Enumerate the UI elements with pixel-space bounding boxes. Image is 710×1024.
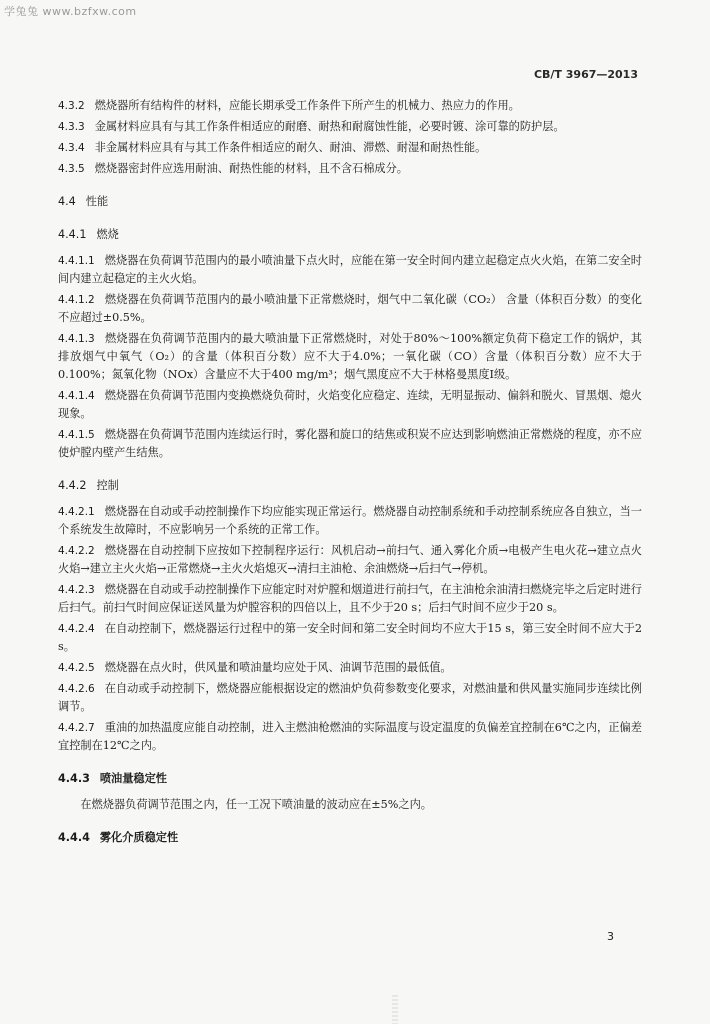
- clause-paragraph: [58, 252, 642, 288]
- clause-number: 4.4.1.5: [58, 429, 95, 441]
- clause-number: 4.4.1: [58, 228, 87, 241]
- clause-text: 雾化介质稳定性: [99, 831, 179, 844]
- clause-number: 4.4.2.5: [58, 662, 95, 674]
- clause-text: 燃烧器在负荷调节范围内变换燃烧负荷时，火焰变化应稳定、连续，无明显振动、偏斜和脱火、冒黑烟、熄火现象。: [58, 389, 642, 420]
- clause-text: 燃烧器在负荷调节范围内的最大喷油量下正常燃烧时，对处于80%～100%额定负荷下稳定工作的锅炉，其排放烟气中氧气（O₂）的含量（体积百分数）应不大于4.0%；一氧化碳（CO）含量（体积百分数）应不大于0.100%；氮氧化物（NOx）含量应不大于400 mg/m³；烟气黑度应不大于林格曼黑度Ⅰ级。: [58, 332, 642, 381]
- clause-paragraph: [58, 680, 642, 716]
- watermark: 学兔兔 www.bzfxw.com: [4, 5, 137, 18]
- clause-paragraph: [58, 581, 642, 617]
- clause-paragraph: [58, 160, 642, 178]
- clause-number: 4.3.2: [58, 100, 85, 112]
- clause-number: 4.4.1.1: [58, 255, 95, 267]
- section-heading: [58, 226, 642, 244]
- clause-text: 燃烧器在自动或手动控制操作下应能定时对炉膛和烟道进行前扫气，在主油枪余油清扫燃烧完毕之后定时进行后扫气。前扫气时间应保证送风量为炉膛容积的四倍以上，且不少于20 s；后扫气时间不应少于20 s。: [58, 583, 642, 614]
- clause-number: 4.3.3: [58, 121, 85, 133]
- clause-number: 4.4.2.7: [58, 722, 95, 734]
- clause-text: 燃烧器在负荷调节范围内的最小喷油量下正常燃烧时，烟气中二氧化碳（CO₂） 含量（体积百分数）的变化不应超过±0.5%。: [58, 293, 642, 324]
- section-heading: [58, 770, 642, 788]
- clause-number: 4.4.1.2: [58, 294, 95, 306]
- clause-number: 4.4.2: [58, 479, 87, 492]
- clause-text: 非金属材料应具有与其工作条件相适应的耐久、耐油、滞燃、耐湿和耐热性能。: [94, 141, 487, 154]
- clause-paragraph: [58, 659, 642, 677]
- clause-text: 喷油量稳定性: [99, 772, 167, 785]
- clause-number: 4.3.5: [58, 163, 85, 175]
- clause-text: 燃烧器所有结构件的材料，应能长期承受工作条件下所产生的机械力、热应力的作用。: [94, 99, 520, 112]
- clause-number: 4.3.4: [58, 142, 85, 154]
- clause-number: 4.4.2.3: [58, 584, 95, 596]
- clause-number: 4.4: [58, 195, 76, 208]
- clause-text: 燃烧器在自动控制下应按如下控制程序运行：风机启动→前扫气、通入雾化介质→电极产生电火花→建立点火火焰→建立主火火焰→正常燃烧→主火火焰熄灭→清扫主油枪、余油燃烧→后扫气→停机。: [58, 544, 642, 575]
- section-heading: [58, 477, 642, 495]
- clause-paragraph: [58, 426, 642, 462]
- clause-paragraph: [58, 97, 642, 115]
- clause-paragraph: [58, 620, 642, 656]
- clause-text: 燃烧器在点火时，供风量和喷油量均应处于风、油调节范围的最低值。: [104, 661, 452, 674]
- clause-text: 燃烧器在负荷调节范围内连续运行时，雾化器和旋口的结焦或积炭不应达到影响燃油正常燃烧的程度，亦不应使炉膛内壁产生结焦。: [58, 428, 642, 459]
- clause-text: 燃烧器在负荷调节范围内的最小喷油量下点火时，应能在第一安全时间内建立起稳定点火火焰，在第二安全时间内建立起稳定的主火火焰。: [58, 254, 642, 285]
- clause-number: 4.4.3: [58, 772, 90, 785]
- clause-text: 控制: [96, 479, 119, 492]
- section-heading: [58, 829, 642, 847]
- clause-text: 燃烧器密封件应选用耐油、耐热性能的材料，且不含石棉成分。: [94, 162, 408, 175]
- clause-paragraph: [58, 330, 642, 384]
- clause-text: 性能: [85, 195, 109, 208]
- clause-number: 4.4.2.1: [58, 506, 95, 518]
- scan-edge-mark: [392, 995, 398, 1024]
- clause-text: 在自动控制下，燃烧器运行过程中的第一安全时间和第二安全时间均不应大于15 s，第三安全时间不应大于2 s。: [58, 622, 642, 653]
- clause-paragraph: [58, 139, 642, 157]
- clause-number: 4.4.1.3: [58, 333, 95, 345]
- standard-code: CB/T 3967—2013: [533, 68, 638, 81]
- clause-number: 4.4.2.6: [58, 683, 95, 695]
- document-body: [58, 97, 642, 855]
- clause-text: 重油的加热温度应能自动控制，进入主燃油枪燃油的实际温度与设定温度的负偏差宜控制在6℃之内，正偏差宜控制在12℃之内。: [58, 721, 642, 752]
- paragraph: [58, 796, 642, 814]
- page-number: 3: [607, 930, 614, 943]
- clause-text: 在自动或手动控制下，燃烧器应能根据设定的燃油炉负荷参数变化要求，对燃油量和供风量实施同步连续比例调节。: [58, 682, 642, 713]
- clause-paragraph: [58, 291, 642, 327]
- clause-paragraph: [58, 503, 642, 539]
- clause-text: 燃烧器在自动或手动控制操作下均应能实现正常运行。燃烧器自动控制系统和手动控制系统应各自独立，当一个系统发生故障时，不应影响另一个系统的正常工作。: [58, 505, 642, 536]
- clause-number: 4.4.4: [58, 831, 90, 844]
- clause-number: 4.4.2.4: [58, 623, 95, 635]
- clause-text: 金属材料应具有与其工作条件相适应的耐磨、耐热和耐腐蚀性能，必要时镀、涂可靠的防护层。: [94, 120, 565, 133]
- clause-paragraph: [58, 118, 642, 136]
- clause-number: 4.4.1.4: [58, 390, 95, 402]
- clause-number: 4.4.2.2: [58, 545, 95, 557]
- clause-paragraph: [58, 719, 642, 755]
- clause-paragraph: [58, 542, 642, 578]
- clause-text: 燃烧: [96, 228, 119, 241]
- clause-text: 在燃烧器负荷调节范围之内，任一工况下喷油量的波动应在±5%之内。: [80, 798, 432, 811]
- section-heading: [58, 193, 642, 211]
- clause-paragraph: [58, 387, 642, 423]
